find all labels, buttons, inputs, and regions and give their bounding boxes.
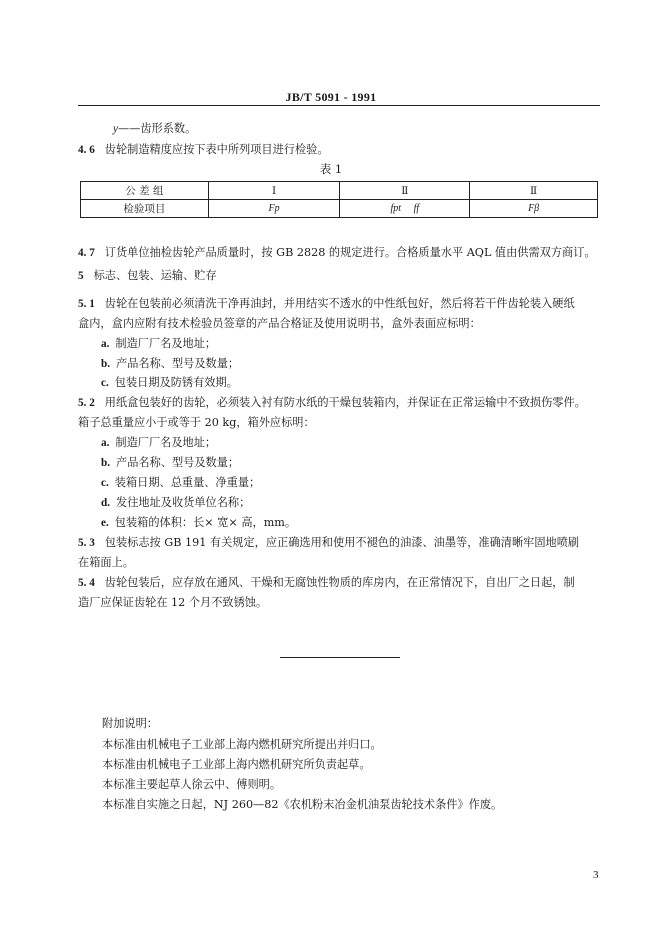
list-label: b.: [101, 358, 111, 370]
clause-text: 齿轮制造精度应按下表中所列项目进行检验。: [104, 143, 329, 156]
header-rule: [78, 105, 600, 106]
clause-5-2: [78, 395, 602, 411]
list-item: [101, 515, 625, 531]
list-item: [101, 336, 625, 352]
list-item: [101, 495, 625, 511]
clause-5-1: [78, 296, 602, 312]
chapter-number: 5: [78, 270, 84, 282]
list-item: [101, 356, 625, 372]
clause-text: 包装标志按 GB 191 有关规定，应正确选用和使用不褪色的油漆、油墨等，准确清晰牢固地喷刷: [104, 536, 580, 549]
table-cell: Fβ: [470, 200, 598, 218]
appendix-line: 本标准主要起草人徐云中、傅则明。: [102, 778, 282, 791]
table-cell: 公 差 组: [81, 182, 209, 200]
list-item: [101, 455, 625, 471]
table-row: [81, 200, 598, 218]
clause-number: 5. 1: [78, 298, 95, 310]
list-item: [101, 375, 625, 391]
table-cell: Ⅱ: [470, 182, 598, 200]
clause-text: 齿轮包装后，应存放在通风、干燥和无腐蚀性物质的库房内，在正常情况下，自出厂之日起，制: [104, 576, 575, 589]
clause-number: 5. 2: [78, 397, 95, 409]
clause-5-3: [78, 535, 602, 551]
clause-number: 5. 3: [78, 537, 95, 549]
list-label: c.: [101, 377, 109, 389]
list-label: a.: [101, 437, 110, 449]
clause-number: 4. 7: [78, 247, 95, 259]
list-item: [101, 435, 625, 451]
formula-note: [113, 121, 637, 137]
list-label: e.: [101, 517, 109, 529]
clause-4-7: [78, 245, 602, 261]
clause-text: 齿轮在包装前必须清洗干净再油封，并用结实不透水的中性纸包好，然后将若干件齿轮装入硬纸: [104, 297, 575, 310]
appendix-title: 附加说明：: [102, 717, 158, 730]
clause-text: 订货单位抽检齿轮产品质量时，按 GB 2828 的规定进行。合格质量水平 AQL 值由供需双方商订。: [104, 246, 596, 259]
appendix-line: 本标准由机械电子工业部上海内燃机研究所负责起草。: [102, 758, 371, 771]
symbol-ff: ff: [413, 203, 420, 214]
list-text: 制造厂厂名及地址；: [115, 337, 217, 350]
list-label: d.: [101, 497, 111, 509]
end-separator-rule: [280, 657, 400, 658]
formula-note-text: ——齿形系数。: [117, 122, 197, 135]
clause-5-3-continued: 在箱面上。: [78, 556, 134, 569]
list-label: c.: [101, 477, 109, 489]
table-caption: 表 1: [319, 162, 343, 176]
table-cell: 检验项目: [81, 200, 209, 218]
chapter-5-heading: [78, 268, 602, 284]
clause-5-4-continued: 造厂应保证齿轮在 12 个月不致锈蚀。: [78, 596, 268, 609]
clause-number: 5. 4: [78, 577, 95, 589]
chapter-title: 标志、包装、运输、贮存: [93, 269, 217, 282]
list-label: a.: [101, 338, 110, 350]
page-number: 3: [593, 869, 599, 881]
table-cell: Fp: [208, 200, 340, 218]
list-text: 包装箱的体积：长× 宽× 高，mm。: [114, 516, 297, 529]
clause-5-1-continued: 盒内，盒内应附有技术检验员签章的产品合格证及使用说明书，盒外表面应标明：: [78, 317, 481, 330]
appendix-line: 本标准由机械电子工业部上海内燃机研究所提出并归口。: [102, 738, 382, 751]
symbol-fpt: fpt: [390, 203, 402, 214]
table-cell: [340, 200, 470, 218]
clause-4-6: [78, 142, 602, 158]
tolerance-table: [80, 181, 598, 218]
list-label: b.: [101, 457, 111, 469]
table-row: [81, 182, 598, 200]
clause-5-4: [78, 575, 602, 591]
list-text: 制造厂厂名及地址；: [115, 436, 217, 449]
list-text: 包装日期及防锈有效期。: [114, 376, 238, 389]
clause-5-2-continued: 箱子总重量应小于或等于 20 kg，箱外应标明：: [78, 416, 315, 429]
table-cell: Ⅱ: [340, 182, 470, 200]
table-cell: Ⅰ: [208, 182, 340, 200]
list-item: [101, 475, 625, 491]
list-text: 产品名称、型号及数量；: [116, 456, 240, 469]
appendix-line: 本标准自实施之日起，NJ 260—82《农机粉末冶金机油泵齿轮技术条件》作废。: [102, 798, 503, 811]
formula-symbol: y: [113, 123, 118, 135]
list-text: 装箱日期、总重量、净重量；: [114, 476, 261, 489]
list-text: 发往地址及收货单位名称；: [116, 496, 251, 509]
clause-text: 用纸盒包装好的齿轮，必须装入衬有防水纸的干燥包装箱内，并保证在正常运输中不致损伤零件。: [104, 396, 586, 409]
clause-number: 4. 6: [78, 144, 95, 156]
standard-code-header: JB/T 5091 - 1991: [285, 90, 377, 104]
list-text: 产品名称、型号及数量；: [116, 357, 240, 370]
